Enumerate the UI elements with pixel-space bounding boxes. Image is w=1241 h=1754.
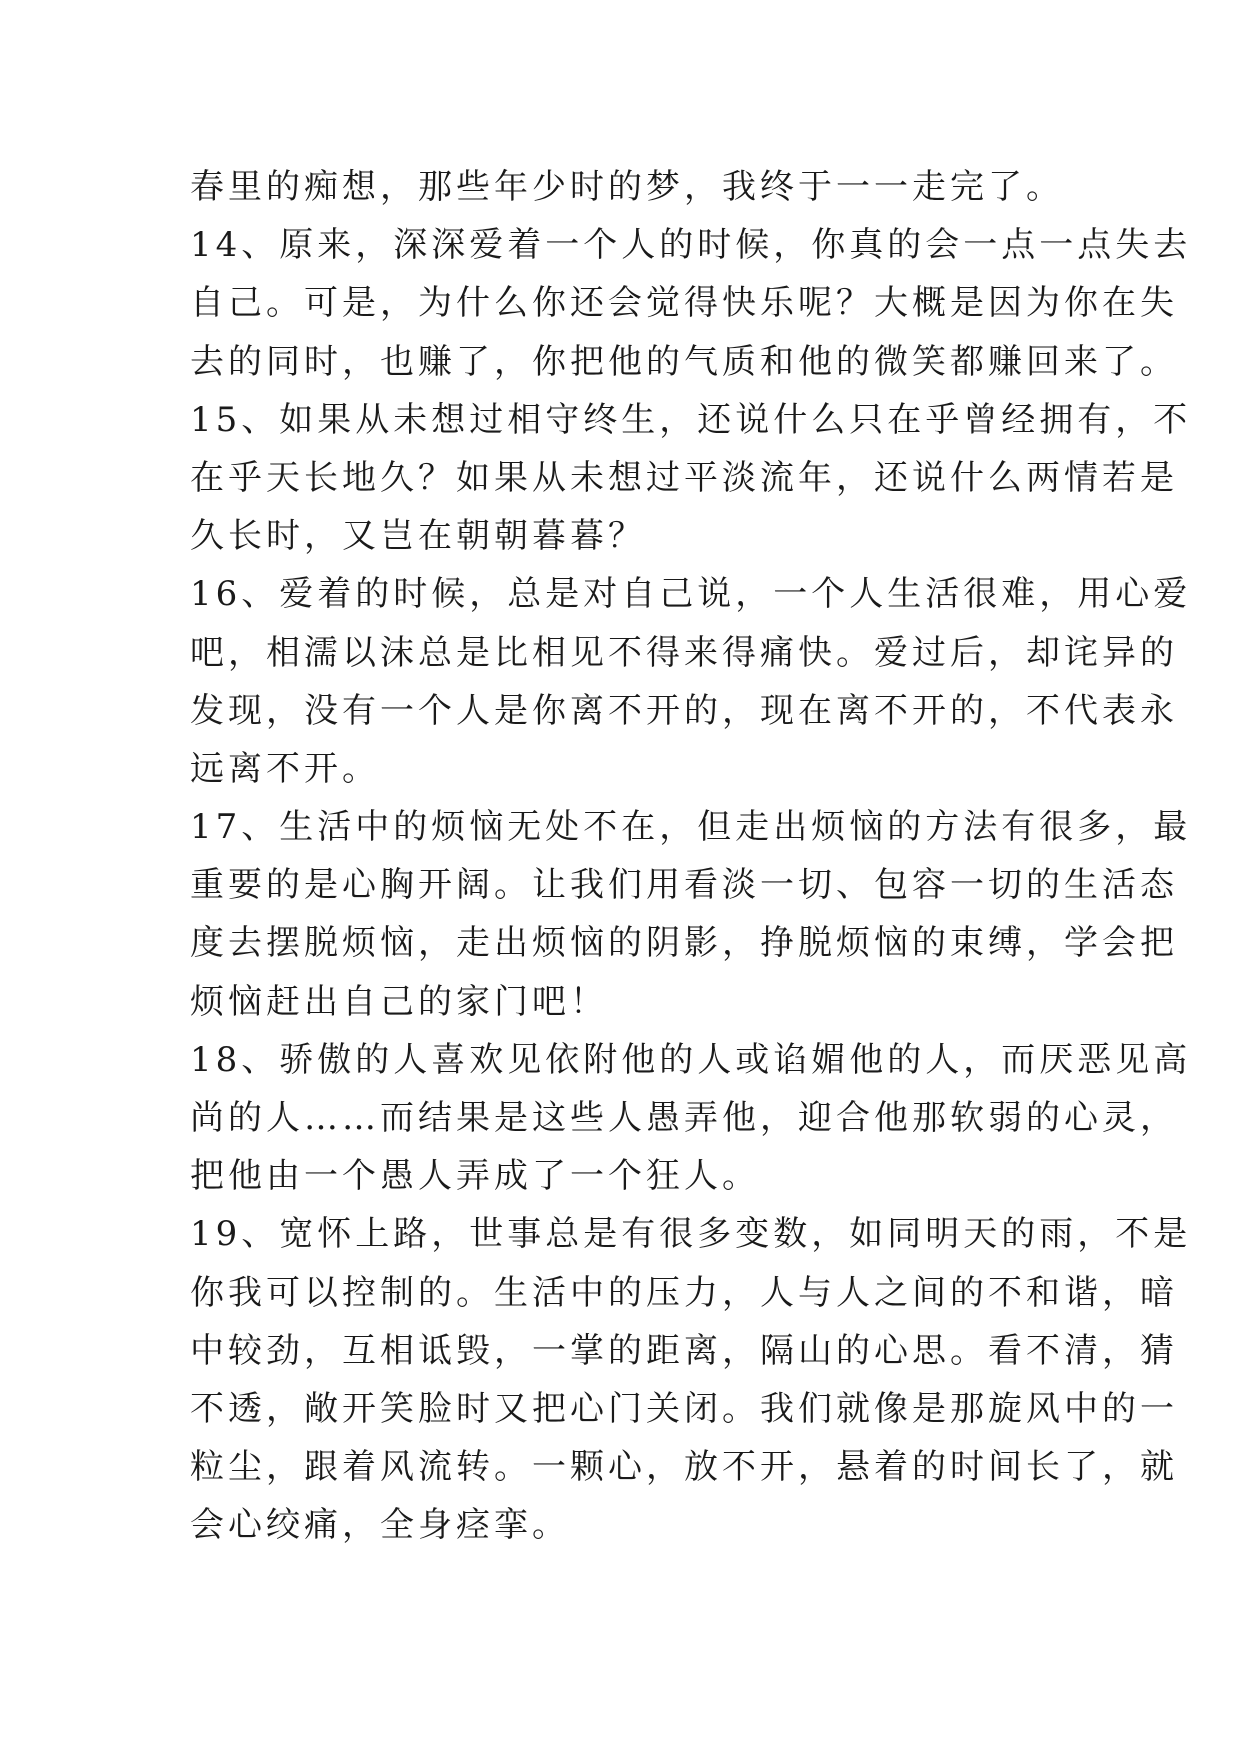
text-line: 久长时，又岂在朝朝暮暮？ — [190, 516, 646, 557]
text-line: 春里的痴想，那些年少时的梦，我终于一一走完了。 — [190, 167, 1064, 207]
text-line: 度去摆脱烦恼，走出烦恼的阴影，挣脱烦恼的束缚，学会把 — [190, 923, 1178, 964]
text-line: 你我可以控制的。生活中的压力，人与人之间的不和谐，暗 — [190, 1272, 1178, 1313]
text-line: 17、生活中的烦恼无处不在，但走出烦恼的方法有很多，最 — [190, 807, 1192, 848]
text-line: 14、原来，深深爱着一个人的时候，你真的会一点一点失去 — [190, 225, 1192, 266]
text-line: 远离不开。 — [190, 748, 380, 789]
text-line: 去的同时，也赚了，你把他的气质和他的微笑都赚回来了。 — [190, 341, 1178, 382]
text-line: 尚的人……而结果是这些人愚弄他，迎合他那软弱的心灵， — [190, 1098, 1178, 1138]
text-line: 在乎天长地久？如果从未想过平淡流年，还说什么两情若是 — [190, 457, 1178, 498]
text-line: 18、骄傲的人喜欢见依附他的人或谄媚他的人，而厌恶见高 — [190, 1039, 1192, 1080]
text-line: 16、爱着的时候，总是对自己说，一个人生活很难，用心爱 — [190, 574, 1192, 615]
text-line: 会心绞痛，全身痉挛。 — [190, 1505, 570, 1546]
text-line: 不透，敞开笑脸时又把心门关闭。我们就像是那旋风中的一 — [190, 1388, 1178, 1429]
text-line: 自己。可是，为什么你还会觉得快乐呢？大概是因为你在失 — [190, 283, 1178, 324]
text-line: 19、宽怀上路，世事总是有很多变数，如同明天的雨，不是 — [190, 1214, 1192, 1255]
text-line: 中较劲，互相诋毁，一掌的距离，隔山的心思。看不清，猜 — [190, 1330, 1178, 1371]
text-line: 15、如果从未想过相守终生，还说什么只在乎曾经拥有，不 — [190, 399, 1192, 440]
text-line: 烦恼赶出自己的家门吧！ — [190, 981, 608, 1022]
text-line: 重要的是心胸开阔。让我们用看淡一切、包容一切的生活态 — [190, 865, 1178, 906]
text-line: 粒尘，跟着风流转。一颗心，放不开，悬着的时间长了，就 — [190, 1447, 1178, 1488]
text-line: 发现，没有一个人是你离不开的，现在离不开的，不代表永 — [190, 690, 1178, 731]
body-text — [190, 158, 1192, 1555]
text-line: 把他由一个愚人弄成了一个狂人。 — [190, 1156, 760, 1197]
text-line: 吧，相濡以沫总是比相见不得来得痛快。爱过后，却诧异的 — [190, 632, 1178, 673]
